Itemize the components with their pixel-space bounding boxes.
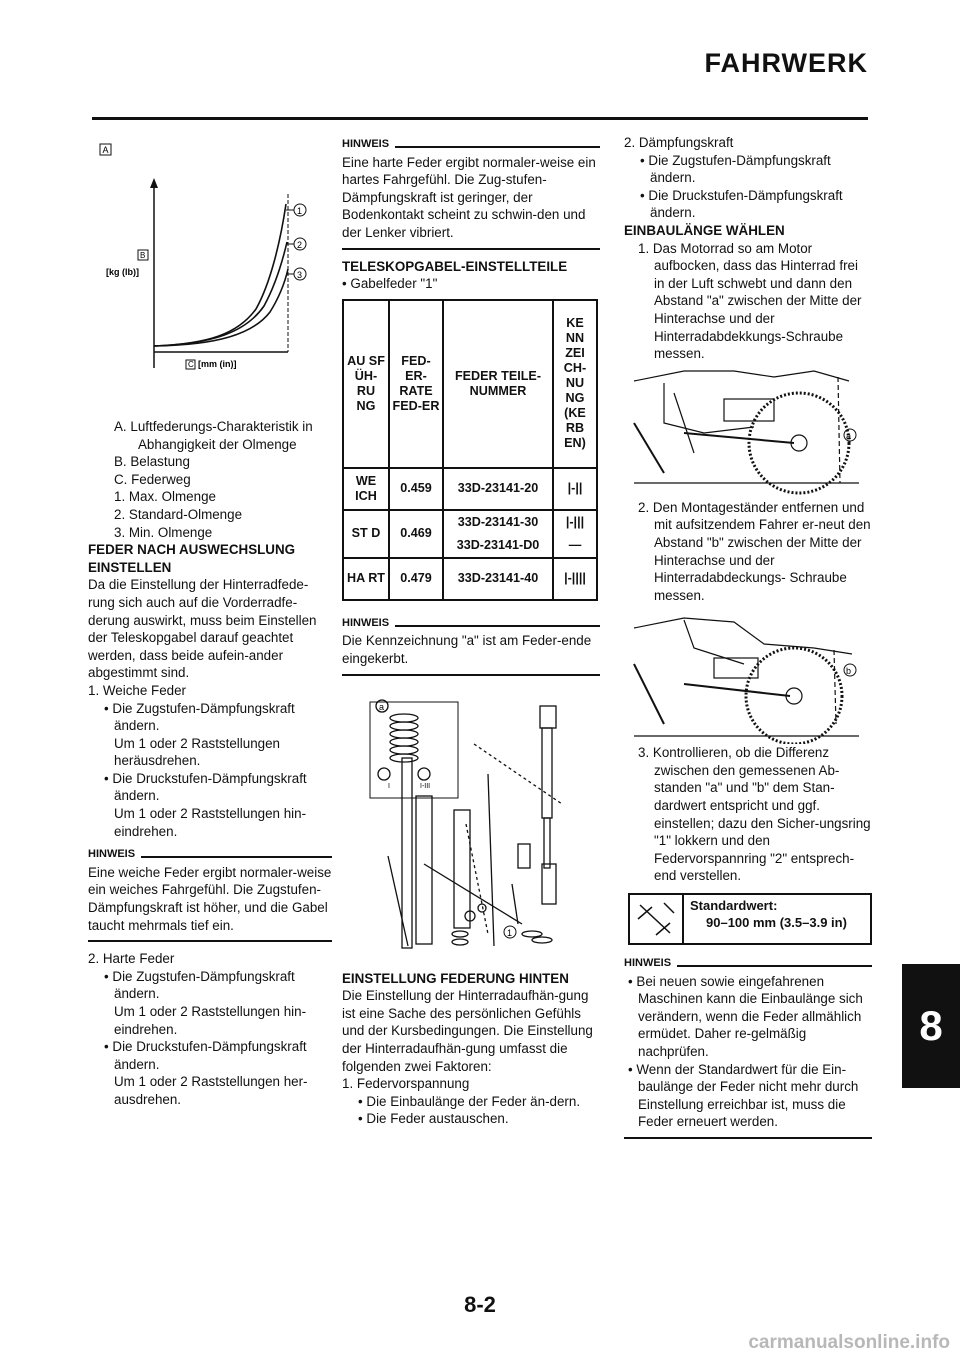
hinweis-label: HINWEIS	[624, 957, 672, 970]
table-cell: 0.469	[389, 510, 443, 558]
unit-x: [mm (in)]	[198, 359, 237, 369]
fig-label-b: b	[846, 666, 852, 677]
hinweis-note: Die Kennzeichnung "a" ist am Feder-ende eingekerbt.	[342, 632, 600, 675]
fork-label-1: 1	[507, 927, 513, 938]
standard-label: Standardwert:	[690, 898, 778, 914]
hinweis-note: Eine harte Feder ergibt normaler-weise ein hartes Fahrgefühl. Die Zug-stufen-Dämpfungskraft ist geringer, der Bodenkontakt scheint zu schwin-den und der Lenker vibriert.	[342, 154, 600, 250]
section-heading: EINBAULÄNGE WÄHLEN	[624, 222, 785, 238]
bullet: • Wenn der Standardwert für die Ein-baulänge der Feder nicht mehr durch Einstellung erreichbar ist, muss die Feder erneuert werden.	[628, 1061, 859, 1130]
sub-text: Um 1 oder 2 Raststellungen heräusdrehen.	[114, 735, 280, 769]
table-cell: 33D-23141-30	[443, 510, 553, 534]
table-cell: 33D-23141-40	[443, 558, 553, 600]
hinweis-header	[342, 615, 600, 633]
intro-text: Da die Einstellung der Hinterradfede-rung sich auch auf die Vorderradfe-derung auswirkt, muss beim Einstellen der Teleskopgabel darauf geachtet werden, dass beide aufein-ander abgestimmt sind.	[88, 577, 317, 681]
sub-text: Um 1 oder 2 Raststellungen her-ausdrehen.	[114, 1074, 308, 1107]
table-cell: —	[553, 534, 597, 558]
table-cell: |-|||	[553, 510, 597, 534]
fig-label-a: a	[846, 430, 852, 441]
step: 2. Den Montageständer entfernen und mit aufsitzendem Fahrer er-neut den Abstand "b" zwischen der Mitte der Hinterachse und der Hinterradabdeckungs- Schraube messen.	[638, 499, 871, 603]
hinweis-header	[624, 955, 872, 973]
step: 1. Das Motorrad so am Motor aufbocken, dass das Hinterrad frei in der Luft schwebt und dann den Abstand "a" zwischen der Mitte der Hinterachse und der Hinterradabdekkungs-Schraube messen.	[638, 240, 862, 362]
standard-value-box	[628, 893, 872, 945]
legend-item: 3. Min. Olmenge	[114, 524, 213, 540]
fork-label-a: a	[379, 701, 385, 712]
table-cell: WE ICH	[343, 468, 389, 510]
curve-max	[154, 204, 286, 346]
label-c: C	[188, 360, 194, 369]
table-row	[343, 510, 597, 534]
table-cell: 0.459	[389, 468, 443, 510]
table-header: FED-ER-RATE FED-ER	[389, 300, 443, 468]
header-rule	[92, 117, 868, 120]
table-cell: 33D-23141-20	[443, 468, 553, 510]
caliper-icon	[630, 895, 684, 943]
unit-y: [kg (lb)]	[106, 267, 139, 277]
step-preload: 1. Federvorspannung	[342, 1076, 470, 1092]
legend-item: C. Federweg	[114, 471, 191, 487]
hinweis-label: HINWEIS	[342, 616, 390, 629]
watermark: carmanualsonline.info	[748, 1332, 950, 1353]
legend-item: A. Luftfederungs-Charakteristik in Abhangigkeit der Olmenge	[114, 419, 313, 452]
hinweis-header	[342, 136, 600, 154]
chapter-tab: 8	[902, 964, 960, 1088]
table-cell: ST D	[343, 510, 389, 558]
hinweis-note: Eine weiche Feder ergibt normaler-weise ein weiches Fahrgefühl. Die Zugstufen-Dämpfungskraft ist höher, und die Gabel taucht mehrmals tief ein.	[88, 864, 332, 942]
label-b: B	[140, 251, 146, 260]
bullet: • Die Druckstufen-Dämpfungskraft ändern.	[104, 1039, 307, 1072]
page-number: 8-2	[464, 1292, 496, 1317]
column-1	[88, 134, 332, 1109]
table-cell: 0.479	[389, 558, 443, 600]
sub-text: Um 1 oder 2 Raststellungen hin-eindrehen.	[114, 1004, 307, 1037]
bullet: • Die Druckstufen-Dämpfungskraft ändern.	[104, 770, 307, 804]
fork-spring-table	[342, 299, 598, 601]
legend-item: B. Belastung	[114, 454, 190, 470]
fork-exploded-diagram	[342, 684, 600, 960]
hinweis-label: HINWEIS	[88, 848, 136, 861]
rear-intro-text: Die Einstellung der Hinterradaufhän-gung ist eine Sache des persönlichen Gefühls und der Kursbedingungen. Die Einstellung der Hinterradaufhän-gung umfasst die folgenden zwei Faktoren:	[342, 988, 593, 1074]
table-cell: 33D-23141-D0	[443, 534, 553, 558]
bullet: • Die Zugstufen-Dämpfungskraft ändern.	[104, 700, 295, 734]
fork-label-i: I	[388, 782, 390, 790]
bullet: • Die Einbaulänge der Feder än-dern.	[358, 1093, 581, 1109]
step: 3. Kontrollieren, ob die Differenz zwischen den gemessenen Ab-standen "a" und "b" dem Stan-dardwert entspricht und ggf. einstellen; dazu den Sicher-ungsring "1" lokkern und den Federvorspannring "2" entsprech-end verstellen.	[638, 745, 871, 884]
section-heading: FEDER NACH AUSWECHSLUNG EINSTELLEN	[88, 542, 296, 575]
bullet: • Die Zugstufen-Dämpfungskraft ändern.	[104, 968, 295, 1002]
curve-standard	[154, 242, 287, 346]
table-row	[343, 468, 597, 510]
bullet: • Gabelfeder "1"	[342, 276, 438, 292]
table-cell: HA RT	[343, 558, 389, 600]
bullet: • Die Druckstufen-Dämpfungskraft ändern.	[640, 187, 843, 221]
sub-text: Um 1 oder 2 Raststellungen hin-eindrehen.	[114, 806, 307, 839]
step-damping: 2. Dämpfungskraft	[624, 135, 734, 150]
bullet: • Bei neuen sowie eingefahrenen Maschinen kann die Einbaulänge sich verändern, wenn die Feder allmählich ermüdet. Daher re-gelmäßig nachprüfen.	[628, 973, 863, 1059]
page-title: FAHRWERK	[704, 48, 868, 78]
hinweis-note	[624, 973, 872, 1139]
bullet: • Die Feder austauschen.	[358, 1111, 509, 1127]
spring-icon	[390, 714, 418, 762]
table-header-row	[343, 300, 597, 468]
curve-label-3: 3	[297, 270, 303, 280]
table-cell: |-||||	[553, 558, 597, 600]
column-2	[342, 136, 600, 1128]
section-heading: TELESKOPGABEL-EINSTELLTEILE	[342, 258, 568, 274]
step-hard-spring: 2. Harte Feder	[88, 951, 175, 967]
fork-label-iii: I-III	[420, 782, 431, 790]
table-cell: |-||	[553, 468, 597, 510]
section-heading: EINSTELLUNG FEDERUNG HINTEN	[342, 970, 569, 986]
table-header: KE NN ZEI CH-NU NG (KE RB EN)	[553, 300, 597, 468]
table-row	[343, 558, 597, 600]
table-header: FEDER TEILE-NUMMER	[443, 300, 553, 468]
motorcycle-lifted-figure	[624, 363, 872, 499]
graph-legend	[88, 418, 332, 541]
label-a: A	[102, 145, 109, 155]
hinweis-label: HINWEIS	[342, 138, 390, 150]
standard-value: 90–100 mm (3.5–3.9 in)	[706, 915, 847, 931]
legend-item: 1. Max. Olmenge	[114, 489, 216, 505]
hinweis-header	[88, 846, 332, 864]
bullet: • Die Zugstufen-Dämpfungskraft ändern.	[640, 152, 831, 186]
legend-item: 2. Standard-Olmenge	[114, 506, 243, 522]
motorcycle-rider-figure	[624, 604, 872, 744]
table-header: AU SF ÜH-RU NG	[343, 300, 389, 468]
step-soft-spring: 1. Weiche Feder	[88, 682, 186, 698]
spring-characteristic-graph	[88, 134, 332, 374]
curve-label-1: 1	[297, 206, 303, 216]
column-3	[624, 134, 872, 1147]
curve-label-2: 2	[297, 240, 303, 250]
